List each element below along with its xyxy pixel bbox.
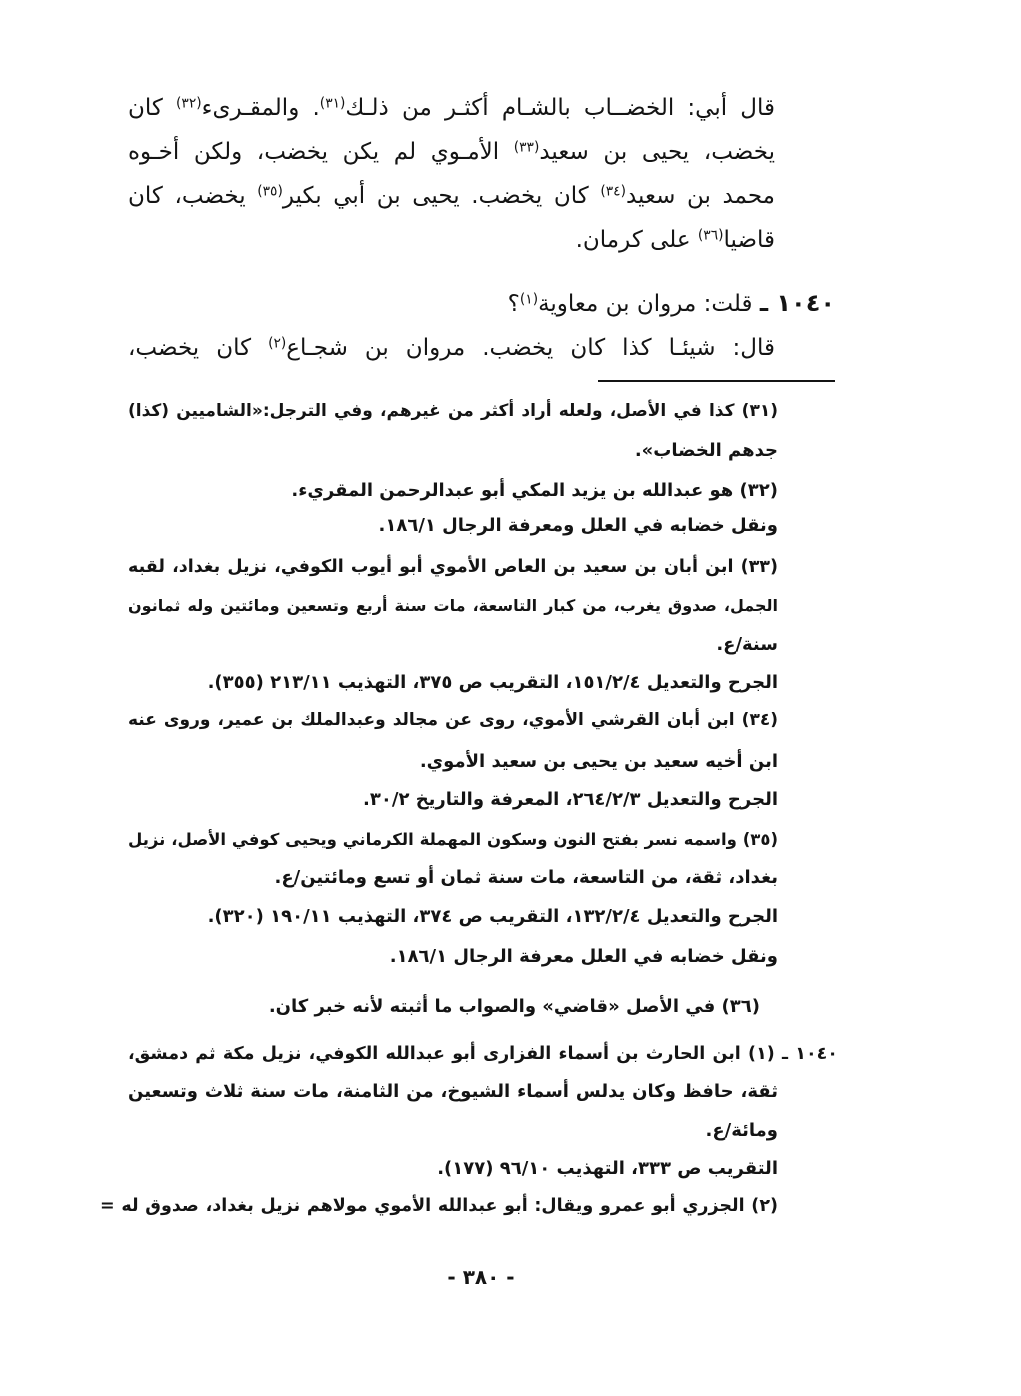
footnote-line: (٢) الجزري أبو عمرو ويقال: أبو عبدالله الأموي مولاهم نزيل بغداد، صدوق له = [100,1196,778,1216]
footnote-line: (٣٤) ابن أبان القرشي الأموي، روى عن مجالد وعبدالملك بن عمير، وروى عنه [128,710,778,730]
entry-number: ١٠٤٠ ـ [759,289,835,317]
footnote-line: (٣٣) ابن أبان بن سعيد بن العاص الأموي أبو أيوب الكوفي، نزيل بغداد، لقبه [128,557,778,577]
footnote-line: ونقل خضابه في العلل ومعرفة الرجال ١٨٦/١. [378,515,778,536]
footnote-line: الجرح والتعديل ١٥١/٢/٤، التقريب ص ٣٧٥، التهذيب ٢١٣/١١ (٣٥٥). [207,672,778,693]
footnote-ref-33: (٣٣) [513,139,540,156]
question-line [128,283,835,324]
footnote-line: الجرح والتعديل ١٣٢/٢/٤، التقريب ص ٣٧٤، التهذيب ١٩٠/١١ (٣٢٠). [207,906,778,927]
footnote-line: ابن أخيه سعيد بن يحيى بن سعيد الأموي. [419,751,778,772]
footnote-line: (٣٦) في الأصل «قاضي» والصواب ما أثبته لأنه خبر كان. [268,996,760,1017]
footnote-separator [598,380,835,382]
footnote-line: سنة/ع. [716,634,778,655]
main-text-segment: يخضب، كان [128,183,258,209]
footnote-ref-1: (١) [519,291,539,308]
footnote-ref-31: (٣١) [319,95,346,112]
main-line-2 [128,132,775,172]
main-text-segment: الأمـوي لم يكن يخضب، ولكن أخـوه [128,139,514,165]
main-text-segment: قاضيا [723,227,775,253]
answer-text: كان يخضب، [128,335,269,361]
footnote-line: ثقة، حافظ وكان يدلس أسماء الشيوخ، من الثامنة، مات سنة ثلاث وتسعين [128,1081,778,1102]
main-text-segment: كان [128,95,177,121]
main-text-segment: على كرمان. [575,227,698,253]
footnote-line: ١٠٤٠ ـ (١) ابن الحارث بن أسماء الفزارى أبو عبدالله الكوفي، نزيل مكة ثم دمشق، [128,1044,838,1064]
footnote-ref-2: (٢) [268,335,287,352]
main-text-segment: قال أبي: الخضــاب بالشـام أكثـر من ذلـك [345,95,775,121]
footnote-line: ونقل خضابه في العلل معرفة الرجال ١٨٦/١. [389,946,778,967]
main-text-segment: يخضب، يحيى بن سعيد [539,139,775,165]
question-mark: ؟ [507,291,520,317]
main-text-segment: محمد بن سعيد [625,183,775,209]
answer-text: قال: شيئـا كذا كان يخضب. مروان بن شجـاع [286,335,775,361]
footnote-line: (٣١) كذا في الأصل، ولعله أراد أكثر من غيرهم، وفي الترجل:«الشاميين (كذا) [128,401,778,421]
footnote-line: الجرح والتعديل ٢٦٤/٢/٣، المعرفة والتاريخ ٣٠/٢. [363,789,778,810]
page-number: - ٣٨٠ - [447,1265,515,1289]
footnote-line: التقريب ص ٣٣٣، التهذيب ٩٦/١٠ (١٧٧). [437,1158,778,1179]
main-text-segment: كان يخضب. يحيى بن أبي بكير [282,183,601,209]
footnote-ref-32: (٣٢) [176,95,202,112]
footnote-line: (٣٢) هو عبدالله بن يزيد المكي أبو عبدالرحمن المقريء. [291,480,778,501]
footnote-line: بغداد، ثقة، من التاسعة، مات سنة ثمان أو تسع ومائتين/ع. [274,867,778,888]
footnote-ref-34: (٣٤) [600,183,626,200]
main-line-3 [128,176,775,216]
footnote-line: الجمل، صدوق يغرب، من كبار التاسعة، مات سنة أربع وتسعين ومائتين وله ثمانون [128,596,778,615]
main-line-1 [128,88,775,128]
question-text: قلت: مروان بن معاوية [538,291,753,317]
footnote-line: ومائة/ع. [705,1120,778,1141]
main-line-4 [128,220,775,260]
footnote-line: جدهم الخضاب». [634,440,778,461]
answer-line [128,328,775,368]
footnote-ref-36: (٣٦) [697,227,724,244]
main-text-segment: . والمقـرىء [201,95,320,121]
footnote-ref-35: (٣٥) [257,183,283,200]
footnote-line: (٣٥) واسمه نسر بفتح النون وسكون المهملة الكرماني ويحيى كوفي الأصل، نزيل [128,830,778,849]
